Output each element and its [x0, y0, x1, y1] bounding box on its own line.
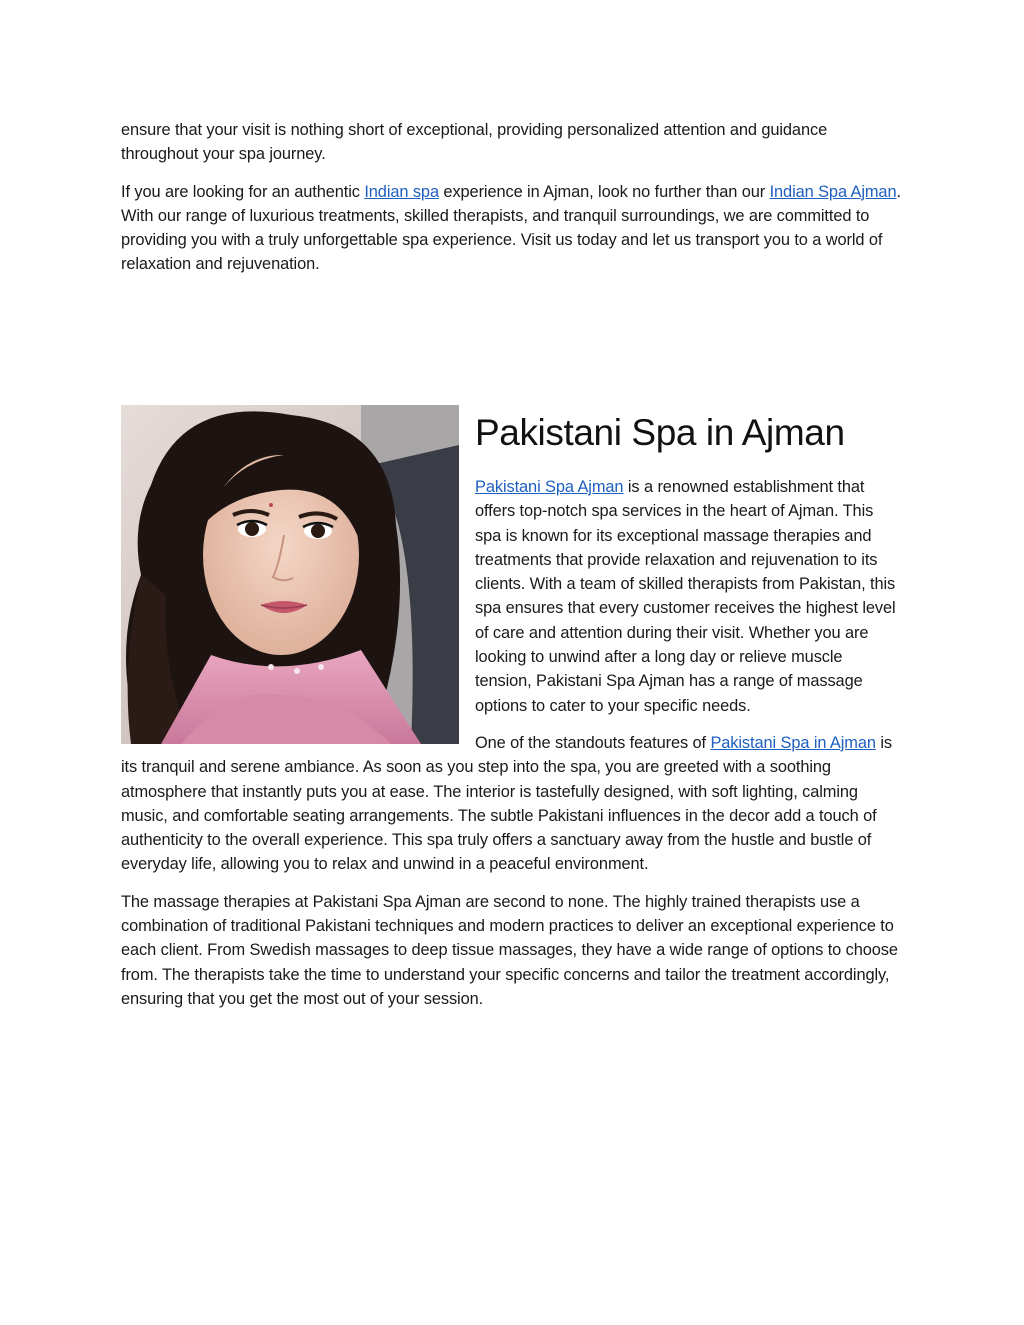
indian-spa-ajman-link[interactable]: Indian Spa Ajman — [769, 182, 897, 201]
pakistani-spa-ajman-link[interactable]: Pakistani Spa Ajman — [475, 478, 624, 496]
paragraph-indian-spa — [121, 180, 903, 277]
paragraph-text: experience in Ajman, look no further than our — [438, 182, 770, 201]
paragraph-text: One of the standouts features of — [475, 733, 711, 752]
section-heading: Pakistani Spa in Ajman — [475, 412, 845, 453]
paragraph-continuation: ensure that your visit is nothing short of exceptional, providing personalized attention and guidance throughout your spa journey. — [121, 121, 828, 164]
top-content — [121, 118, 903, 277]
paragraph-text: is a renowned establishment that offers top-notch spa services in the heart of Ajman. This spa is known for its exceptional massage therapies and treatments that provide relaxation and rejuvenation to its clients. With a team of skilled therapists from Pakistan, this spa ensures that every customer receives the highest level of care and attention during their visit. Whether you are looking to unwind after a long day or relieve muscle tension, Pakistani Spa Ajman has a range of massage options to cater to your specific needs. — [475, 478, 896, 715]
paragraph-massage-therapies: The massage therapies at Pakistani Spa Ajman are second to none. The highly trained therapists use a combination of traditional Pakistani techniques and modern practices to deliver an exceptional experience to each client. From Swedish massages to deep tissue massages, they have a wide range of options to choose from. The therapists take the time to understand your specific concerns and tailor the treatment accordingly, ensuring that you get the most out of your session. — [121, 892, 898, 1008]
paragraph-ambiance — [121, 731, 903, 877]
paragraph-text: If you are looking for an authentic — [121, 182, 365, 201]
indian-spa-link[interactable]: Indian spa — [364, 182, 439, 201]
pakistani-spa-section — [121, 405, 903, 1011]
paragraph-text: . With our range of luxurious treatments, skilled therapists, and tranquil surroundings, we are committed to providing you with a truly unforgettable spa experience. Visit us today and let us transport you to a world of relaxation and rejuvenation. — [121, 182, 901, 274]
pakistani-spa-in-ajman-link[interactable]: Pakistani Spa in Ajman — [710, 733, 876, 752]
woman-portrait-photo — [121, 405, 459, 744]
paragraph-text: is its tranquil and serene ambiance. As soon as you step into the spa, you are greeted with a soothing atmosphere that instantly puts you at ease. The interior is tastefully designed, with soft lighting, calming music, and comfortable seating arrangements. The subtle Pakistani influences in the decor add a touch of authenticity to the overall experience. This spa truly offers a sanctuary away from the hustle and bustle of everyday life, allowing you to relax and unwind in a peaceful environment. — [121, 733, 892, 874]
